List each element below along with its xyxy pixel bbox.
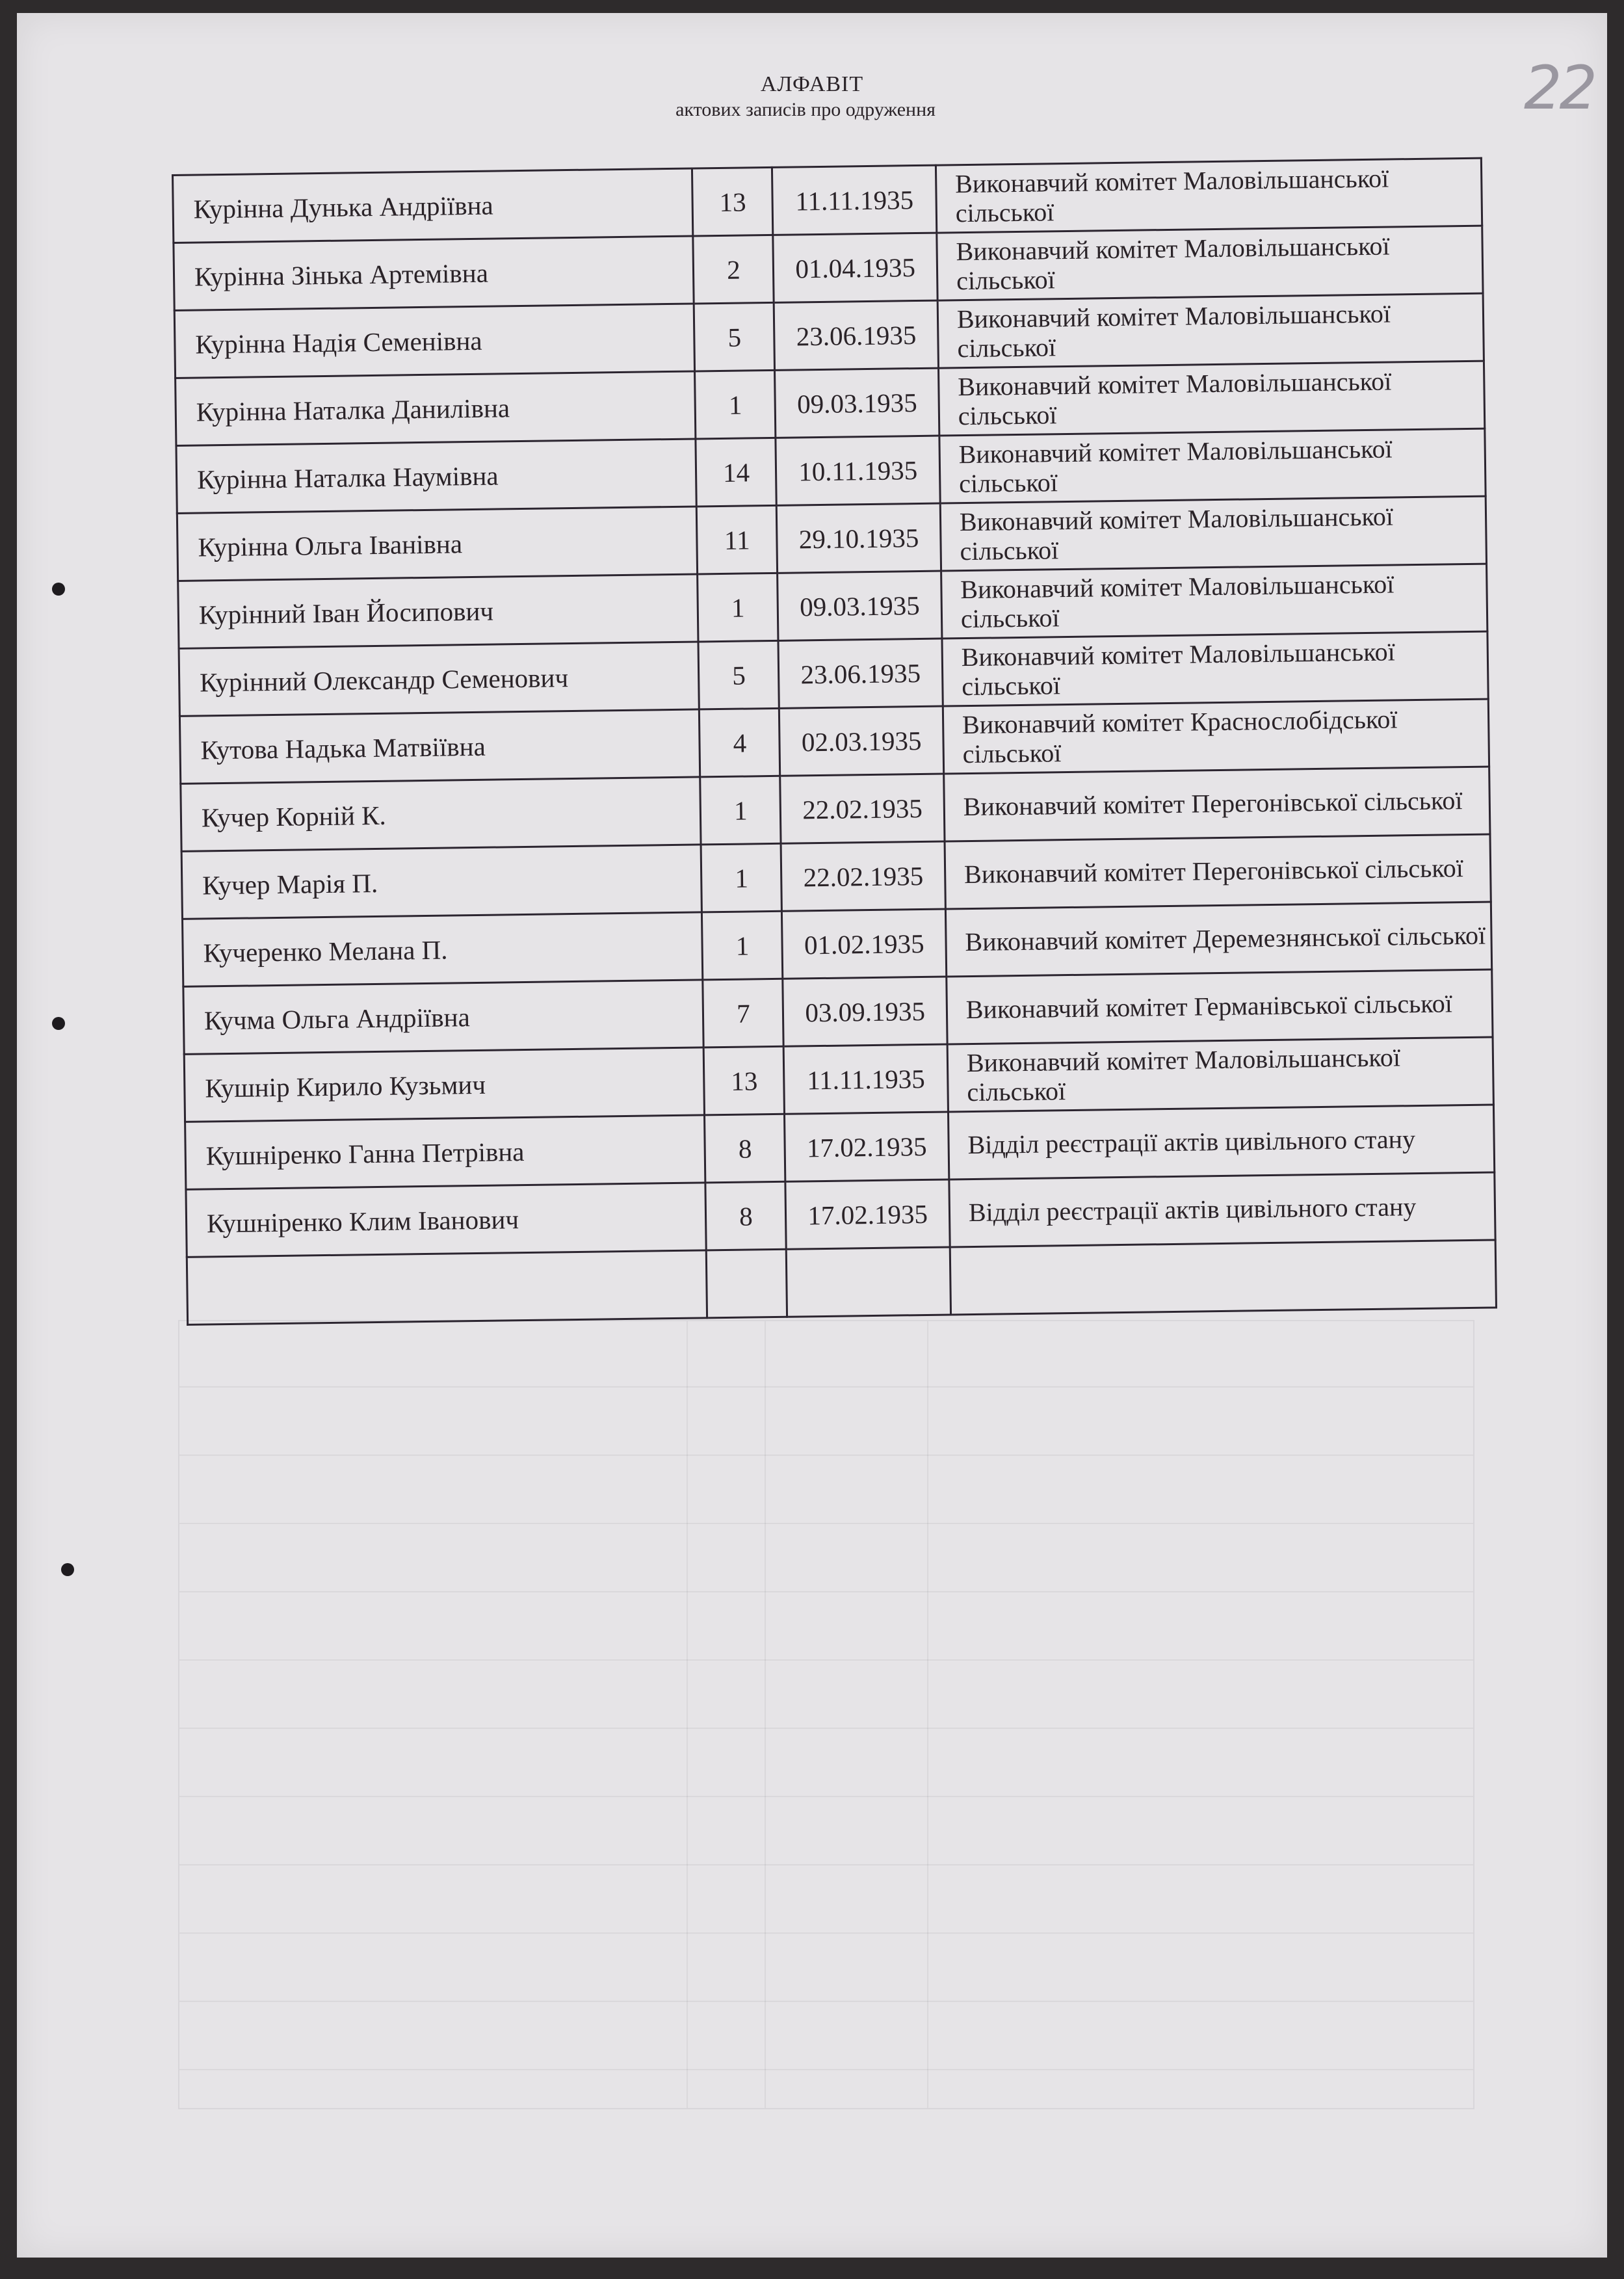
document-title: АЛФАВІТ (760, 72, 864, 96)
record-number-cell: 1 (701, 843, 781, 912)
record-date-cell: 23.06.1935 (774, 300, 939, 370)
record-number-cell: 1 (702, 911, 783, 980)
record-office-cell: Виконавчий комітет Германівської сільської (947, 969, 1493, 1044)
record-name-cell: Кучма Ольга Андріївна (183, 980, 704, 1054)
record-number-cell: 14 (696, 438, 776, 507)
punch-hole (52, 1017, 65, 1030)
document-subtitle: актових записів про одруження (675, 98, 936, 120)
record-number-cell: 1 (700, 776, 781, 845)
record-name-cell: Кучер Корній К. (181, 777, 701, 851)
record-number-cell: 8 (705, 1114, 785, 1183)
record-number-cell: 1 (698, 573, 778, 642)
record-office-cell: Виконавчий комітет Маловільшанської сільської (937, 226, 1483, 300)
record-name-cell: Кушніренко Ганна Петрівна (185, 1115, 706, 1189)
record-number-cell: 5 (694, 302, 775, 371)
record-number-cell: 1 (695, 370, 776, 439)
record-date-cell: 09.03.1935 (778, 571, 942, 640)
document-header (17, 72, 1607, 122)
record-date-cell: 17.02.1935 (785, 1179, 950, 1249)
record-number-cell: 5 (698, 640, 779, 709)
record-office-cell: Виконавчий комітет Маловільшанської сільської (938, 361, 1484, 436)
punch-hole (52, 583, 65, 596)
marriage-records-table (172, 157, 1497, 1326)
record-office-cell: Виконавчий комітет Перегонівської сільської (945, 834, 1491, 909)
record-number-cell: 4 (700, 708, 780, 777)
record-office-cell: Відділ реєстрації актів цивільного стану (948, 1105, 1494, 1179)
record-office-cell: Виконавчий комітет Маловільшанської сільської (939, 428, 1486, 503)
record-name-cell: Кутова Надька Матвіївна (179, 709, 700, 784)
record-name-cell: Курінна Зінька Артемівна (174, 236, 694, 310)
record-name-cell: Курінна Наталка Данилівна (176, 371, 696, 445)
record-name-cell: Курінна Ольга Іванівна (177, 507, 698, 581)
record-name-cell: Курінний Олександр Семенович (179, 642, 700, 716)
record-date-cell: 22.02.1935 (781, 841, 946, 911)
record-name-cell (187, 1250, 707, 1324)
record-date-cell (787, 1247, 951, 1317)
bleed-through-table (178, 1320, 1474, 2109)
record-date-cell: 03.09.1935 (783, 977, 947, 1046)
record-office-cell (950, 1240, 1496, 1315)
record-date-cell: 23.06.1935 (778, 639, 943, 708)
record-office-cell: Виконавчий комітет Маловільшанської сільської (942, 631, 1488, 706)
record-office-cell: Виконавчий комітет Маловільшанської сільської (937, 293, 1484, 368)
record-name-cell: Кучер Марія П. (181, 845, 702, 919)
record-number-cell: 7 (703, 979, 783, 1047)
record-date-cell: 10.11.1935 (776, 436, 940, 505)
record-number-cell (707, 1249, 787, 1318)
record-date-cell: 09.03.1935 (775, 368, 939, 438)
record-office-cell: Виконавчий комітет Перегонівської сільської (944, 767, 1490, 841)
record-office-cell: Виконавчий комітет Деремезнянської сільської (945, 902, 1491, 977)
record-office-cell: Відділ реєстрації актів цивільного стану (949, 1172, 1495, 1247)
record-date-cell: 01.02.1935 (782, 909, 947, 979)
record-name-cell: Курінна Наталка Наумівна (176, 439, 697, 513)
record-name-cell: Кушнір Кирило Кузьмич (184, 1047, 705, 1122)
record-date-cell: 11.11.1935 (772, 165, 937, 235)
record-office-cell: Виконавчий комітет Маловільшанської сільської (941, 564, 1487, 639)
record-date-cell: 02.03.1935 (779, 706, 944, 776)
record-name-cell: Курінна Дунька Андріївна (173, 168, 694, 243)
record-date-cell: 22.02.1935 (780, 774, 945, 843)
record-office-cell: Виконавчий комітет Маловільшанської сільської (936, 158, 1482, 233)
record-office-cell: Виконавчий комітет Маловільшанської сільської (947, 1037, 1493, 1112)
punch-hole (61, 1563, 74, 1576)
record-office-cell: Виконавчий комітет Краснослобідської сільської (943, 699, 1489, 774)
record-date-cell: 17.02.1935 (785, 1112, 949, 1181)
record-date-cell: 29.10.1935 (777, 503, 941, 573)
record-number-cell: 13 (692, 167, 773, 236)
record-number-cell: 8 (705, 1181, 786, 1250)
record-name-cell: Курінна Надія Семенівна (174, 304, 695, 378)
record-office-cell: Виконавчий комітет Маловільшанської сільської (940, 496, 1486, 571)
record-name-cell: Кушніренко Клим Іванович (186, 1183, 707, 1257)
handwritten-page-number: 22 (1524, 53, 1595, 123)
record-number-cell: 2 (693, 235, 774, 304)
document-page (17, 13, 1607, 2258)
record-date-cell: 11.11.1935 (784, 1044, 949, 1114)
record-name-cell: Кучеренко Мелана П. (182, 912, 703, 986)
record-name-cell: Курінний Іван Йосипович (178, 574, 699, 648)
record-number-cell: 13 (704, 1046, 785, 1115)
record-date-cell: 01.04.1935 (773, 233, 937, 302)
record-number-cell: 11 (697, 505, 778, 574)
